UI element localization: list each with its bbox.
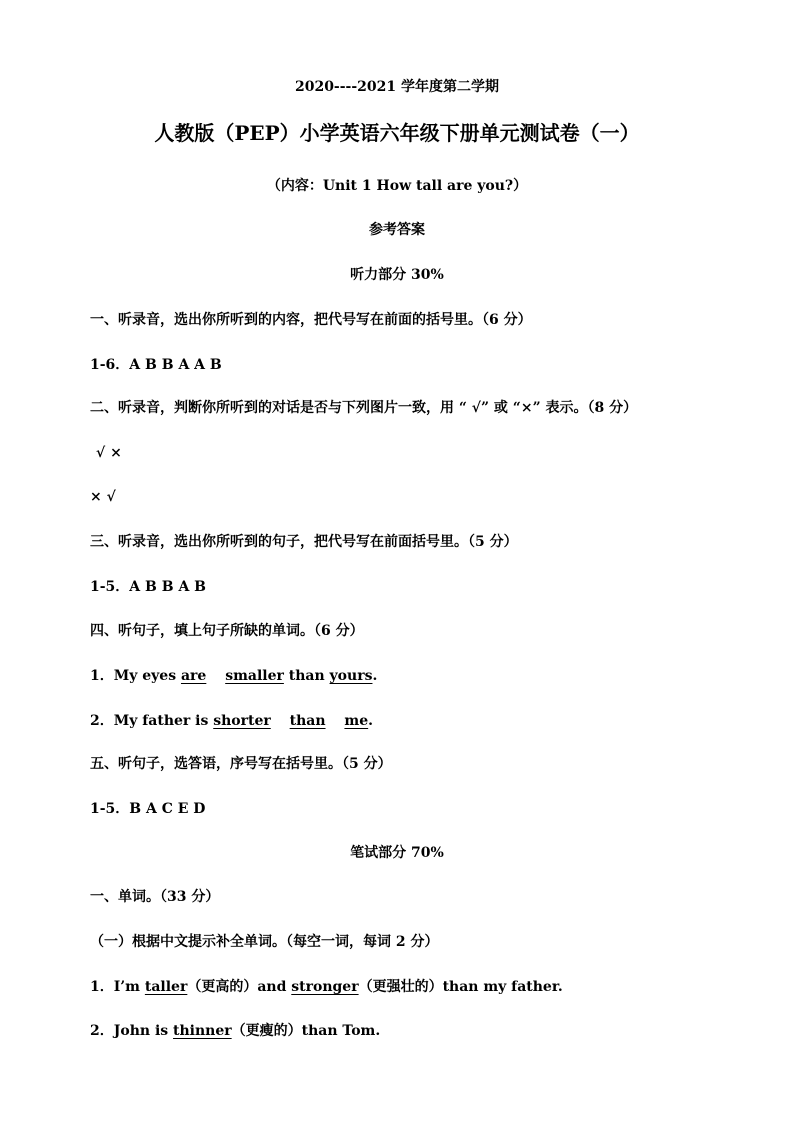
sentence-number: 2． xyxy=(90,713,114,729)
sentence-end: . xyxy=(372,668,378,684)
chinese-hint: （更强壮的） xyxy=(358,979,443,995)
chinese-hint: （更瘦的） xyxy=(231,1023,302,1039)
answer-blank: taller xyxy=(144,979,188,995)
listening-q1-label: 一、听录音，选出你所听到的内容，把代号写在前面的括号里。（6 分） xyxy=(90,312,532,328)
listening-q2-row1: √ × xyxy=(96,445,122,461)
page-title: 人教版（PEP）小学英语六年级下册单元测试卷（一） xyxy=(154,121,640,145)
sentence-end: . xyxy=(368,713,374,729)
writing-q1-sentence-1 xyxy=(90,977,734,997)
sentence-text: I’m xyxy=(113,979,140,995)
listening-q2-row2: × √ xyxy=(90,489,116,505)
listening-q1-answer: 1-6．A B B A A B xyxy=(90,357,222,373)
answer-blank: me xyxy=(344,713,369,729)
sentence-text: and xyxy=(257,979,287,995)
sentence-text: My father is xyxy=(113,713,209,729)
writing-q1-sub-label: （一）根据中文提示补全单词。（每空一词，每词 2 分） xyxy=(90,934,439,950)
writing-q1-sentence-2 xyxy=(90,1021,734,1041)
answer-blank: yours xyxy=(329,668,373,684)
listening-q5-label: 五、听句子，选答语，序号写在括号里。（5 分） xyxy=(90,756,392,772)
listening-q4-label: 四、听句子，填上句子所缺的单词。（6 分） xyxy=(90,623,364,639)
listening-q4-sentence-1 xyxy=(90,666,734,686)
writing-q1-label: 一、单词。（33 分） xyxy=(90,889,220,905)
answer-blank: thinner xyxy=(173,1023,232,1039)
listening-q3-label: 三、听录音，选出你所听到的句子，把代号写在前面括号里。（5 分） xyxy=(90,534,518,550)
answer-blank: smaller xyxy=(225,668,284,684)
answer-blank: shorter xyxy=(213,713,271,729)
answer-blank: stronger xyxy=(291,979,359,995)
sentence-text: than xyxy=(288,668,325,684)
chinese-hint: （更高的） xyxy=(187,979,258,995)
sentence-number: 1． xyxy=(90,979,114,995)
sentence-text: than my father. xyxy=(442,979,563,995)
sentence-text: John is xyxy=(113,1023,169,1039)
listening-q4-sentence-2 xyxy=(90,711,734,731)
answer-key-heading: 参考答案 xyxy=(369,222,425,238)
answer-blank: than xyxy=(289,713,326,729)
listening-q2-label: 二、听录音，判断你所听到的对话是否与下列图片一致，用 “ √” 或 “×” 表示。（8 分） xyxy=(90,400,638,416)
sentence-text: My eyes xyxy=(113,668,177,684)
sentence-number: 2． xyxy=(90,1023,114,1039)
sentence-text: than Tom. xyxy=(301,1023,381,1039)
sentence-number: 1． xyxy=(90,668,114,684)
listening-heading: 听力部分 30% xyxy=(350,267,444,283)
writing-heading: 笔试部分 70% xyxy=(350,845,444,861)
answer-blank: are xyxy=(180,668,207,684)
page-subtitle: （内容：Unit 1 How tall are you?） xyxy=(266,178,528,194)
listening-q5-answer: 1-5．B A C E D xyxy=(90,801,206,817)
listening-q3-answer: 1-5．A B B A B xyxy=(90,579,207,595)
school-year: 2020----2021 学年度第二学期 xyxy=(294,79,500,95)
